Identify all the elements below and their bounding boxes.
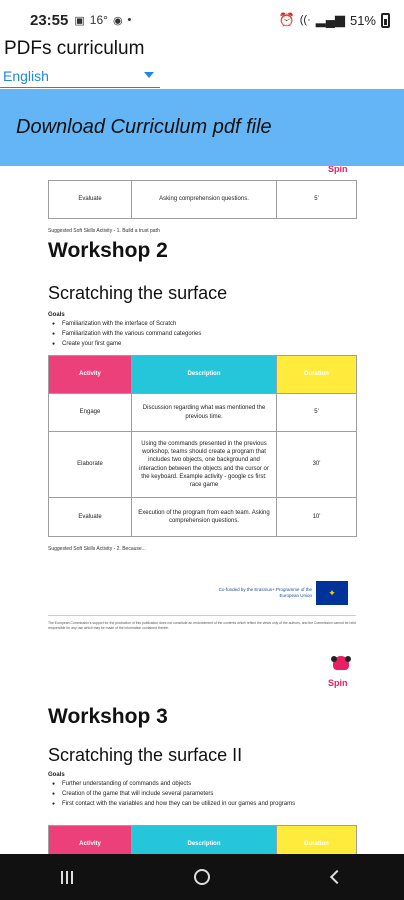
back-icon bbox=[330, 870, 344, 884]
workshop2-title: Workshop 2 bbox=[48, 239, 168, 262]
goal-item: ● First contact with the variables and how they can be utilized in our games and programs bbox=[48, 799, 356, 809]
table-cell-activity: Evaluate bbox=[49, 181, 132, 219]
logo-word: Spin bbox=[328, 166, 348, 174]
footer-disclaimer: The European Commission's support for the production of this publication does not constitute an endorsement of the contents which reflect the views only of the authors, and the Commission cannot be held responsible for any use which may be made of the information contained therein. bbox=[48, 621, 356, 630]
header-duration: Duration bbox=[277, 826, 357, 855]
workshop2-table bbox=[48, 355, 357, 537]
table-cell-activity: Elaborate bbox=[49, 432, 132, 498]
goal-item: ● Create your first game bbox=[48, 339, 201, 349]
recents-button[interactable] bbox=[37, 854, 97, 900]
battery-percent: 51% bbox=[349, 12, 376, 28]
alarm-icon: ⏰ bbox=[278, 12, 295, 27]
workshop2-subtitle: Scratching the surface bbox=[48, 283, 228, 303]
table-header-row bbox=[49, 356, 357, 394]
spin-logo-icon bbox=[326, 656, 356, 696]
table-cell-duration: 5' bbox=[277, 181, 357, 219]
workshop3-goals bbox=[48, 772, 356, 809]
workshop1-table-tail bbox=[48, 180, 357, 219]
eu-cofunded-badge bbox=[216, 579, 356, 607]
dropdown-arrow-icon bbox=[144, 72, 154, 78]
header-activity: Activity bbox=[49, 356, 132, 394]
dot-icon: • bbox=[127, 14, 132, 26]
pdf-viewer[interactable] bbox=[0, 166, 404, 854]
back-button[interactable] bbox=[307, 854, 367, 900]
language-value: English bbox=[3, 67, 49, 84]
workshop2-goals bbox=[48, 312, 201, 349]
eu-flag-icon: ✦ bbox=[316, 581, 348, 605]
messenger-icon: ◉ bbox=[112, 14, 123, 27]
home-button[interactable] bbox=[172, 854, 232, 900]
soft-skills-note-1: Suggested Soft Skills Activity - 1. Build a trust path bbox=[48, 228, 160, 234]
table-cell-activity: Engage bbox=[49, 394, 132, 432]
eu-text: Co-funded by the Erasmus+ Programme of the European Union bbox=[218, 587, 312, 598]
table-cell-description: Discussion regarding what was mentioned the previous time. bbox=[132, 394, 277, 432]
battery-icon bbox=[381, 13, 390, 28]
table-cell-duration: 30' bbox=[277, 432, 357, 498]
table-cell-description: Execution of the program from each team. Asking comprehension questions. bbox=[132, 498, 277, 537]
system-nav-bar bbox=[0, 854, 404, 900]
goals-label: Goals bbox=[48, 772, 65, 778]
signal-icon: ▂▄▆ bbox=[315, 12, 345, 27]
table-cell-description: Using the commands presented in the previous workshop, teams should create a program that includes two objects, one background and interaction between the objects and the cursor or the keyboard. Example activity - google cs first: race game bbox=[132, 432, 277, 498]
workshop3-subtitle: Scratching the surface II bbox=[48, 745, 243, 765]
header-duration: Duration bbox=[277, 356, 357, 394]
footer-divider bbox=[48, 615, 356, 616]
header-activity: Activity bbox=[49, 826, 132, 855]
workshop3-title: Workshop 3 bbox=[48, 705, 168, 728]
wifi-icon: ((· bbox=[299, 14, 311, 26]
recents-icon bbox=[61, 871, 73, 884]
status-bar bbox=[0, 0, 404, 40]
header-description: Description bbox=[132, 826, 277, 855]
logo-word: Spin bbox=[328, 678, 348, 688]
status-time: 23:55 bbox=[30, 11, 69, 29]
download-pdf-button[interactable] bbox=[0, 89, 404, 166]
image-icon: ▣ bbox=[74, 14, 85, 27]
table-row bbox=[49, 498, 357, 537]
table-row bbox=[49, 394, 357, 432]
download-label: Download Curriculum pdf file bbox=[16, 116, 272, 138]
header-description: Description bbox=[132, 356, 277, 394]
soft-skills-note-2: Suggested Soft Skills Activity - 2. Because... bbox=[48, 546, 146, 552]
table-cell-duration: 5' bbox=[277, 394, 357, 432]
table-header-row bbox=[49, 826, 357, 855]
table-cell-duration: 10' bbox=[277, 498, 357, 537]
table-row bbox=[49, 181, 357, 219]
table-cell-description: Asking comprehension questions. bbox=[132, 181, 277, 219]
language-select[interactable] bbox=[0, 64, 160, 88]
workshop3-table bbox=[48, 825, 357, 854]
weather-temp: 16° bbox=[89, 13, 108, 27]
table-row bbox=[49, 432, 357, 498]
goal-item: ● Familiarization with the interface of Scratch bbox=[48, 319, 201, 329]
goal-item: ● Familiarization with the various command categories bbox=[48, 329, 201, 339]
table-cell-activity: Evaluate bbox=[49, 498, 132, 537]
goal-item: ● Further understanding of commands and objects bbox=[48, 779, 356, 789]
home-icon bbox=[194, 869, 210, 885]
goal-item: ● Creation of the game that will include several parameters bbox=[48, 789, 356, 799]
goals-label: Goals bbox=[48, 312, 65, 318]
app-title: PDFs curriculum bbox=[4, 38, 145, 59]
